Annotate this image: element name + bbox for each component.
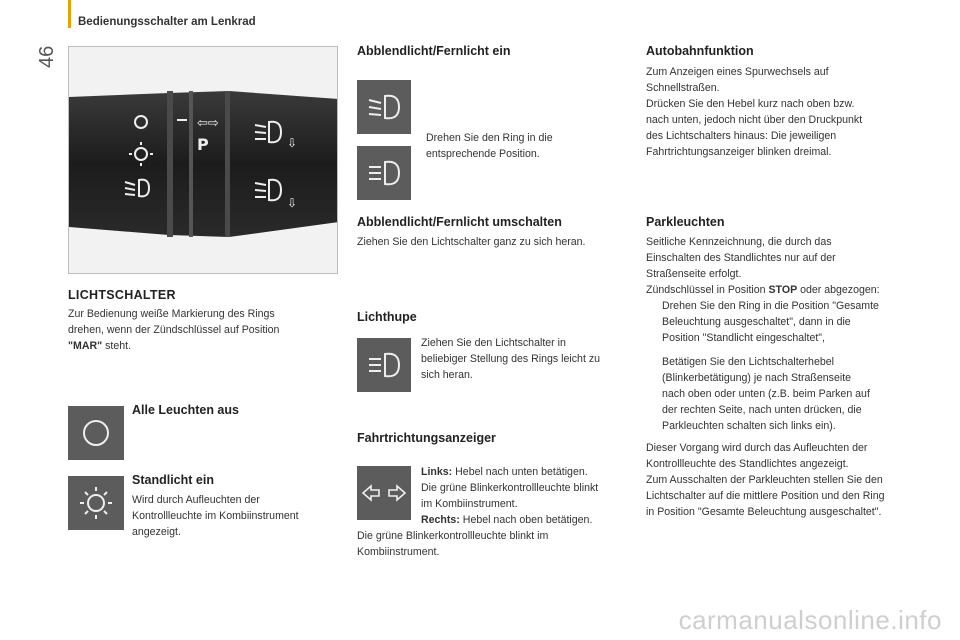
- fahrtrichtung-heading: Fahrtrichtungsanzeiger: [357, 431, 496, 445]
- fahrtrichtung-text: Links: Hebel nach unten betätigen. Die grüne Blinkerkontrollleuchte blinkt im Kombiinstrument. Rechts: Hebel nach oben betätigen.: [421, 466, 599, 526]
- low-beam-icon: [357, 80, 411, 134]
- standlicht-text: Wird durch Aufleuchten der Kontrollleuchte im Kombiinstrument angezeigt.: [132, 494, 299, 538]
- high-beam-icon: [357, 146, 411, 200]
- abblendlicht-heading: Abblendlicht/Fernlicht ein: [357, 44, 511, 58]
- autobahn-heading: Autobahnfunktion: [646, 44, 754, 58]
- lichtschalter-heading: LICHTSCHALTER: [68, 288, 176, 302]
- bullet-item: Drehen Sie den Ring in die Position "Gesamte Beleuchtung ausgeschaltet", dann in die Position "Standlicht eingeschaltet",: [662, 300, 879, 344]
- lichthupe-text: Ziehen Sie den Lichtschalter in beliebiger Stellung des Rings leicht zu sich heran.: [421, 337, 601, 381]
- lichthupe-heading: Lichthupe: [357, 310, 417, 324]
- page-number: 46: [36, 45, 58, 68]
- header-accent-bar: [68, 0, 71, 28]
- autobahn-text: Zum Anzeigen eines Spurwechsels auf Schnellstraßen. Drücken Sie den Hebel kurz nach oben bzw. nach unten, jedoch nicht über den Druckpunkt des Lichtschalters hinaus: Die jeweiligen Fahrtrichtungsanzeiger blinken dreimal.: [646, 66, 863, 158]
- fahrtrichtung-text-2: Die grüne Blinkerkontrollleuchte blinkt im Kombiinstrument.: [357, 530, 549, 558]
- light-switch-lever-photo: [68, 46, 338, 274]
- umschalten-heading: Abblendlicht/Fernlicht umschalten: [357, 215, 562, 229]
- svg-text:P: P: [197, 135, 209, 154]
- alle-aus-heading: Alle Leuchten aus: [132, 403, 239, 417]
- all-lights-off-icon: [68, 406, 124, 460]
- headlight-flash-icon: [357, 338, 411, 392]
- umschalten-text: Ziehen Sie den Lichtschalter ganz zu sich heran.: [357, 236, 586, 248]
- watermark: carmanualsonline.info: [678, 605, 942, 635]
- parking-light-icon: [68, 476, 124, 530]
- svg-text:⇩: ⇩: [287, 136, 298, 150]
- page-header-title: Bedienungsschalter am Lenkrad: [78, 16, 256, 28]
- parkleuchten-heading: Parkleuchten: [646, 215, 725, 229]
- lichtschalter-text: Zur Bedienung weiße Markierung des Rings drehen, wenn der Zündschlüssel auf Position "MAR" steht.: [68, 308, 280, 352]
- bullet-item: Betätigen Sie den Lichtschalterhebel (Blinkerbetätigung) je nach Straßenseite nach oben oder unten (z.B. beim Parken auf der rechten Seite, nach unten drücken, die Parkleuchten schalten sich links ein).: [662, 356, 870, 432]
- abblendlicht-text: Drehen Sie den Ring in die entsprechende Position.: [426, 132, 553, 160]
- svg-text:⇩: ⇩: [287, 196, 298, 210]
- standlicht-heading: Standlicht ein: [132, 473, 214, 487]
- svg-text:⇦⇨: ⇦⇨: [197, 116, 219, 131]
- parkleuchten-text: Seitliche Kennzeichnung, die durch das Einschalten des Standlichtes nur auf der Straßenseite erfolgt. Zündschlüssel in Position STOP oder abgezogen: Drehen Sie den Ring in die Position "Gesamte Beleuchtung ausgeschaltet", dann in die Position "Standlicht eingeschaltet", Betätigen Sie den Lichtschalterhebel (Blinkerbetätigung) je nach Straßenseite nach oben oder unten (z.B. beim Parken auf der rechten Seite, nach unten drücken, die Parkleuchten schalten sich links ein). Dieser Vorgang wird durch das Aufleuchten der Kontrollleuchte des Standlichtes angezeigt. Zum Ausschalten der Parkleuchten stellen Sie den Lichtschalter auf die mittlere Position und den Ring in Position "Gesamte Beleuchtung ausgeschaltet".: [646, 234, 936, 520]
- turn-signal-icon: [357, 466, 411, 520]
